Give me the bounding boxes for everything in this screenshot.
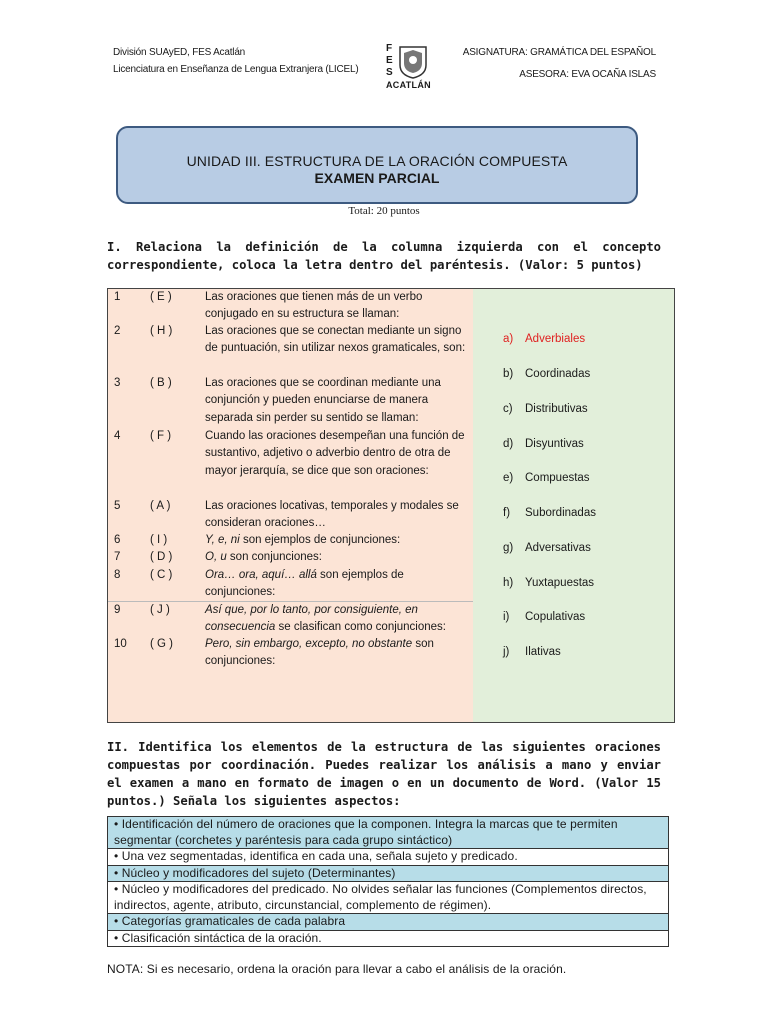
definition-row — [108, 549, 473, 566]
footnote: NOTA: Si es necesario, ordena la oración para llevar a cabo el análisis de la oración. — [107, 962, 567, 976]
option-letter: d) — [503, 438, 514, 450]
item-text: Las oraciones que se conectan mediante un signo de puntuación, sin utilizar nexos gramaticales, son: — [205, 325, 466, 355]
item-text-rest: son ejemplos de conjunciones: — [239, 534, 401, 546]
definition-row — [108, 289, 473, 324]
option-label: Yuxtapuestas — [525, 577, 595, 589]
option-letter: j) — [503, 646, 510, 658]
option-item — [503, 368, 590, 380]
item-text-italic: Ora… ora, aquí… allá — [205, 569, 317, 581]
criteria-text: • Categorías gramaticales de cada palabra — [108, 914, 669, 931]
unit-title: UNIDAD III. ESTRUCTURA DE LA ORACIÓN COMPUESTA — [186, 153, 568, 169]
option-letter: c) — [503, 403, 513, 415]
item-number: 2 — [114, 325, 121, 337]
item-number: 10 — [114, 638, 127, 650]
university-seal-icon — [398, 45, 428, 79]
concepts-column — [473, 289, 674, 722]
criteria-row — [108, 882, 669, 914]
item-answer: ( C ) — [150, 569, 173, 581]
option-label: Disyuntivas — [525, 438, 584, 450]
option-item — [503, 403, 588, 415]
option-item — [503, 646, 561, 658]
item-number: 1 — [114, 291, 121, 303]
definitions-column — [108, 289, 473, 722]
item-text — [205, 549, 473, 566]
item-text-rest: son conjunciones: — [226, 551, 322, 563]
item-text — [205, 532, 473, 549]
definition-row — [108, 567, 473, 602]
definition-row — [108, 601, 473, 637]
section-2-instructions: II. Identifica los elementos de la estructura de las siguientes oraciones compuestas por coordinación. Puedes realizar los análisis a mano y enviar el examen a mano en formato de imagen o en un documento de Word. (Valor 15 puntos.) Señala los siguientes aspectos: — [107, 740, 661, 808]
option-letter: h) — [503, 577, 514, 589]
total-points: Total: 20 puntos — [348, 205, 420, 217]
option-label: Distributivas — [525, 403, 588, 415]
definition-row — [108, 636, 473, 671]
item-number: 4 — [114, 430, 121, 442]
item-text — [205, 567, 473, 602]
item-text-italic: O, u — [205, 551, 227, 563]
program-label: Licenciatura en Enseñanza de Lengua Extranjera (LICEL) — [113, 64, 359, 75]
option-item — [503, 333, 585, 345]
option-letter: i) — [503, 611, 510, 623]
option-label: Coordinadas — [525, 368, 591, 380]
item-number: 8 — [114, 569, 121, 581]
definition-row — [108, 532, 473, 549]
definition-row — [108, 428, 473, 480]
option-item — [503, 507, 596, 519]
definition-row — [108, 375, 473, 427]
option-item — [503, 611, 585, 623]
item-answer: ( A ) — [150, 500, 171, 512]
definition-row — [108, 323, 473, 358]
matching-table — [107, 288, 675, 723]
item-answer: ( B ) — [150, 377, 172, 389]
option-item — [503, 577, 594, 589]
item-answer: ( H ) — [150, 325, 173, 337]
option-letter: b) — [503, 368, 514, 380]
logo-letters: F E S — [386, 43, 393, 78]
option-label: Subordinadas — [525, 507, 596, 519]
criteria-row — [108, 865, 669, 882]
fes-acatlan-logo — [386, 43, 434, 93]
definition-row — [108, 498, 473, 533]
division-label: División SUAyED, FES Acatlán — [113, 47, 246, 58]
item-text-italic: Pero, sin embargo, excepto, no obstante — [205, 638, 413, 650]
item-text: Las oraciones locativas, temporales y modales se consideran oraciones… — [205, 500, 459, 530]
option-label: Adverbiales — [525, 333, 586, 345]
item-text-italic: Y, e, ni — [205, 534, 240, 546]
section-1-instructions: I. Relaciona la definición de la columna izquierda con el concepto correspondiente, coloca la letra dentro del paréntesis. (Valor: 5 puntos) — [107, 240, 661, 272]
option-label: Compuestas — [525, 472, 590, 484]
item-answer: ( D ) — [150, 551, 173, 563]
item-answer: ( F ) — [150, 430, 172, 442]
item-text-italic: Así que, por lo tanto, por consiguiente, en consecuencia — [205, 604, 418, 634]
item-number: 6 — [114, 534, 121, 546]
item-answer: ( I ) — [150, 534, 168, 546]
option-label: Copulativas — [525, 611, 586, 623]
criteria-text: • Núcleo y modificadores del predicado. No olvides señalar las funciones (Complementos directos, indirectos, agente, atributo, circunstancial, complemento de régimen). — [108, 882, 669, 914]
option-label: Adversativas — [525, 542, 591, 554]
option-item — [503, 438, 584, 450]
institution-header — [113, 44, 358, 78]
item-text-rest: son conjunciones: — [205, 638, 434, 668]
item-text — [205, 636, 473, 671]
item-answer: ( E ) — [150, 291, 172, 303]
criteria-text: • Identificación del número de oraciones que la componen. Integra la marcas que te permiten segmentar (corchetes y paréntesis para cada grupo sintáctico) — [108, 817, 669, 849]
course-header — [463, 44, 656, 83]
item-number: 5 — [114, 500, 121, 512]
item-text: Las oraciones que se coordinan mediante una conjunción y pueden enunciarse de manera separada sin perder su sentido se llaman: — [205, 377, 441, 424]
item-number: 9 — [114, 604, 121, 616]
option-label: Ilativas — [525, 646, 561, 658]
criteria-text: • Clasificación sintáctica de la oración. — [108, 930, 669, 947]
criteria-row — [108, 849, 669, 866]
criteria-text: • Núcleo y modificadores del sujeto (Determinantes) — [108, 865, 669, 882]
item-number: 7 — [114, 551, 121, 563]
option-item — [503, 472, 590, 484]
item-answer: ( J ) — [150, 604, 170, 616]
option-letter: g) — [503, 542, 514, 554]
option-letter: a) — [503, 333, 514, 345]
logo-town: ACATLÁN — [386, 80, 431, 90]
subject-label: ASIGNATURA: GRAMÁTICA DEL ESPAÑOL — [462, 47, 656, 58]
option-item — [503, 542, 591, 554]
criteria-table — [107, 816, 669, 947]
item-answer: ( G ) — [150, 638, 173, 650]
item-text-rest: son ejemplos de conjunciones: — [205, 569, 404, 599]
item-text: Las oraciones que tienen más de un verbo conjugado en su estructura se llaman: — [205, 291, 423, 321]
item-number: 3 — [114, 377, 121, 389]
criteria-row — [108, 817, 669, 849]
item-text — [205, 602, 473, 637]
criteria-text: • Una vez segmentadas, identifica en cada una, señala sujeto y predicado. — [108, 849, 669, 866]
criteria-row — [108, 930, 669, 947]
exam-title-box — [116, 126, 638, 204]
option-letter: e) — [503, 472, 514, 484]
item-text: Cuando las oraciones desempeñan una función de sustantivo, adjetivo o adverbio dentro de otra de mayor jerarquía, se dice que son oraciones: — [205, 430, 465, 477]
option-letter: f) — [503, 507, 511, 519]
item-text-rest: se clasifican como conjunciones: — [275, 621, 446, 634]
criteria-row — [108, 914, 669, 931]
exam-title: EXAMEN PARCIAL — [314, 170, 440, 186]
advisor-label: ASESORA: EVA OCAÑA ISLAS — [519, 69, 656, 80]
